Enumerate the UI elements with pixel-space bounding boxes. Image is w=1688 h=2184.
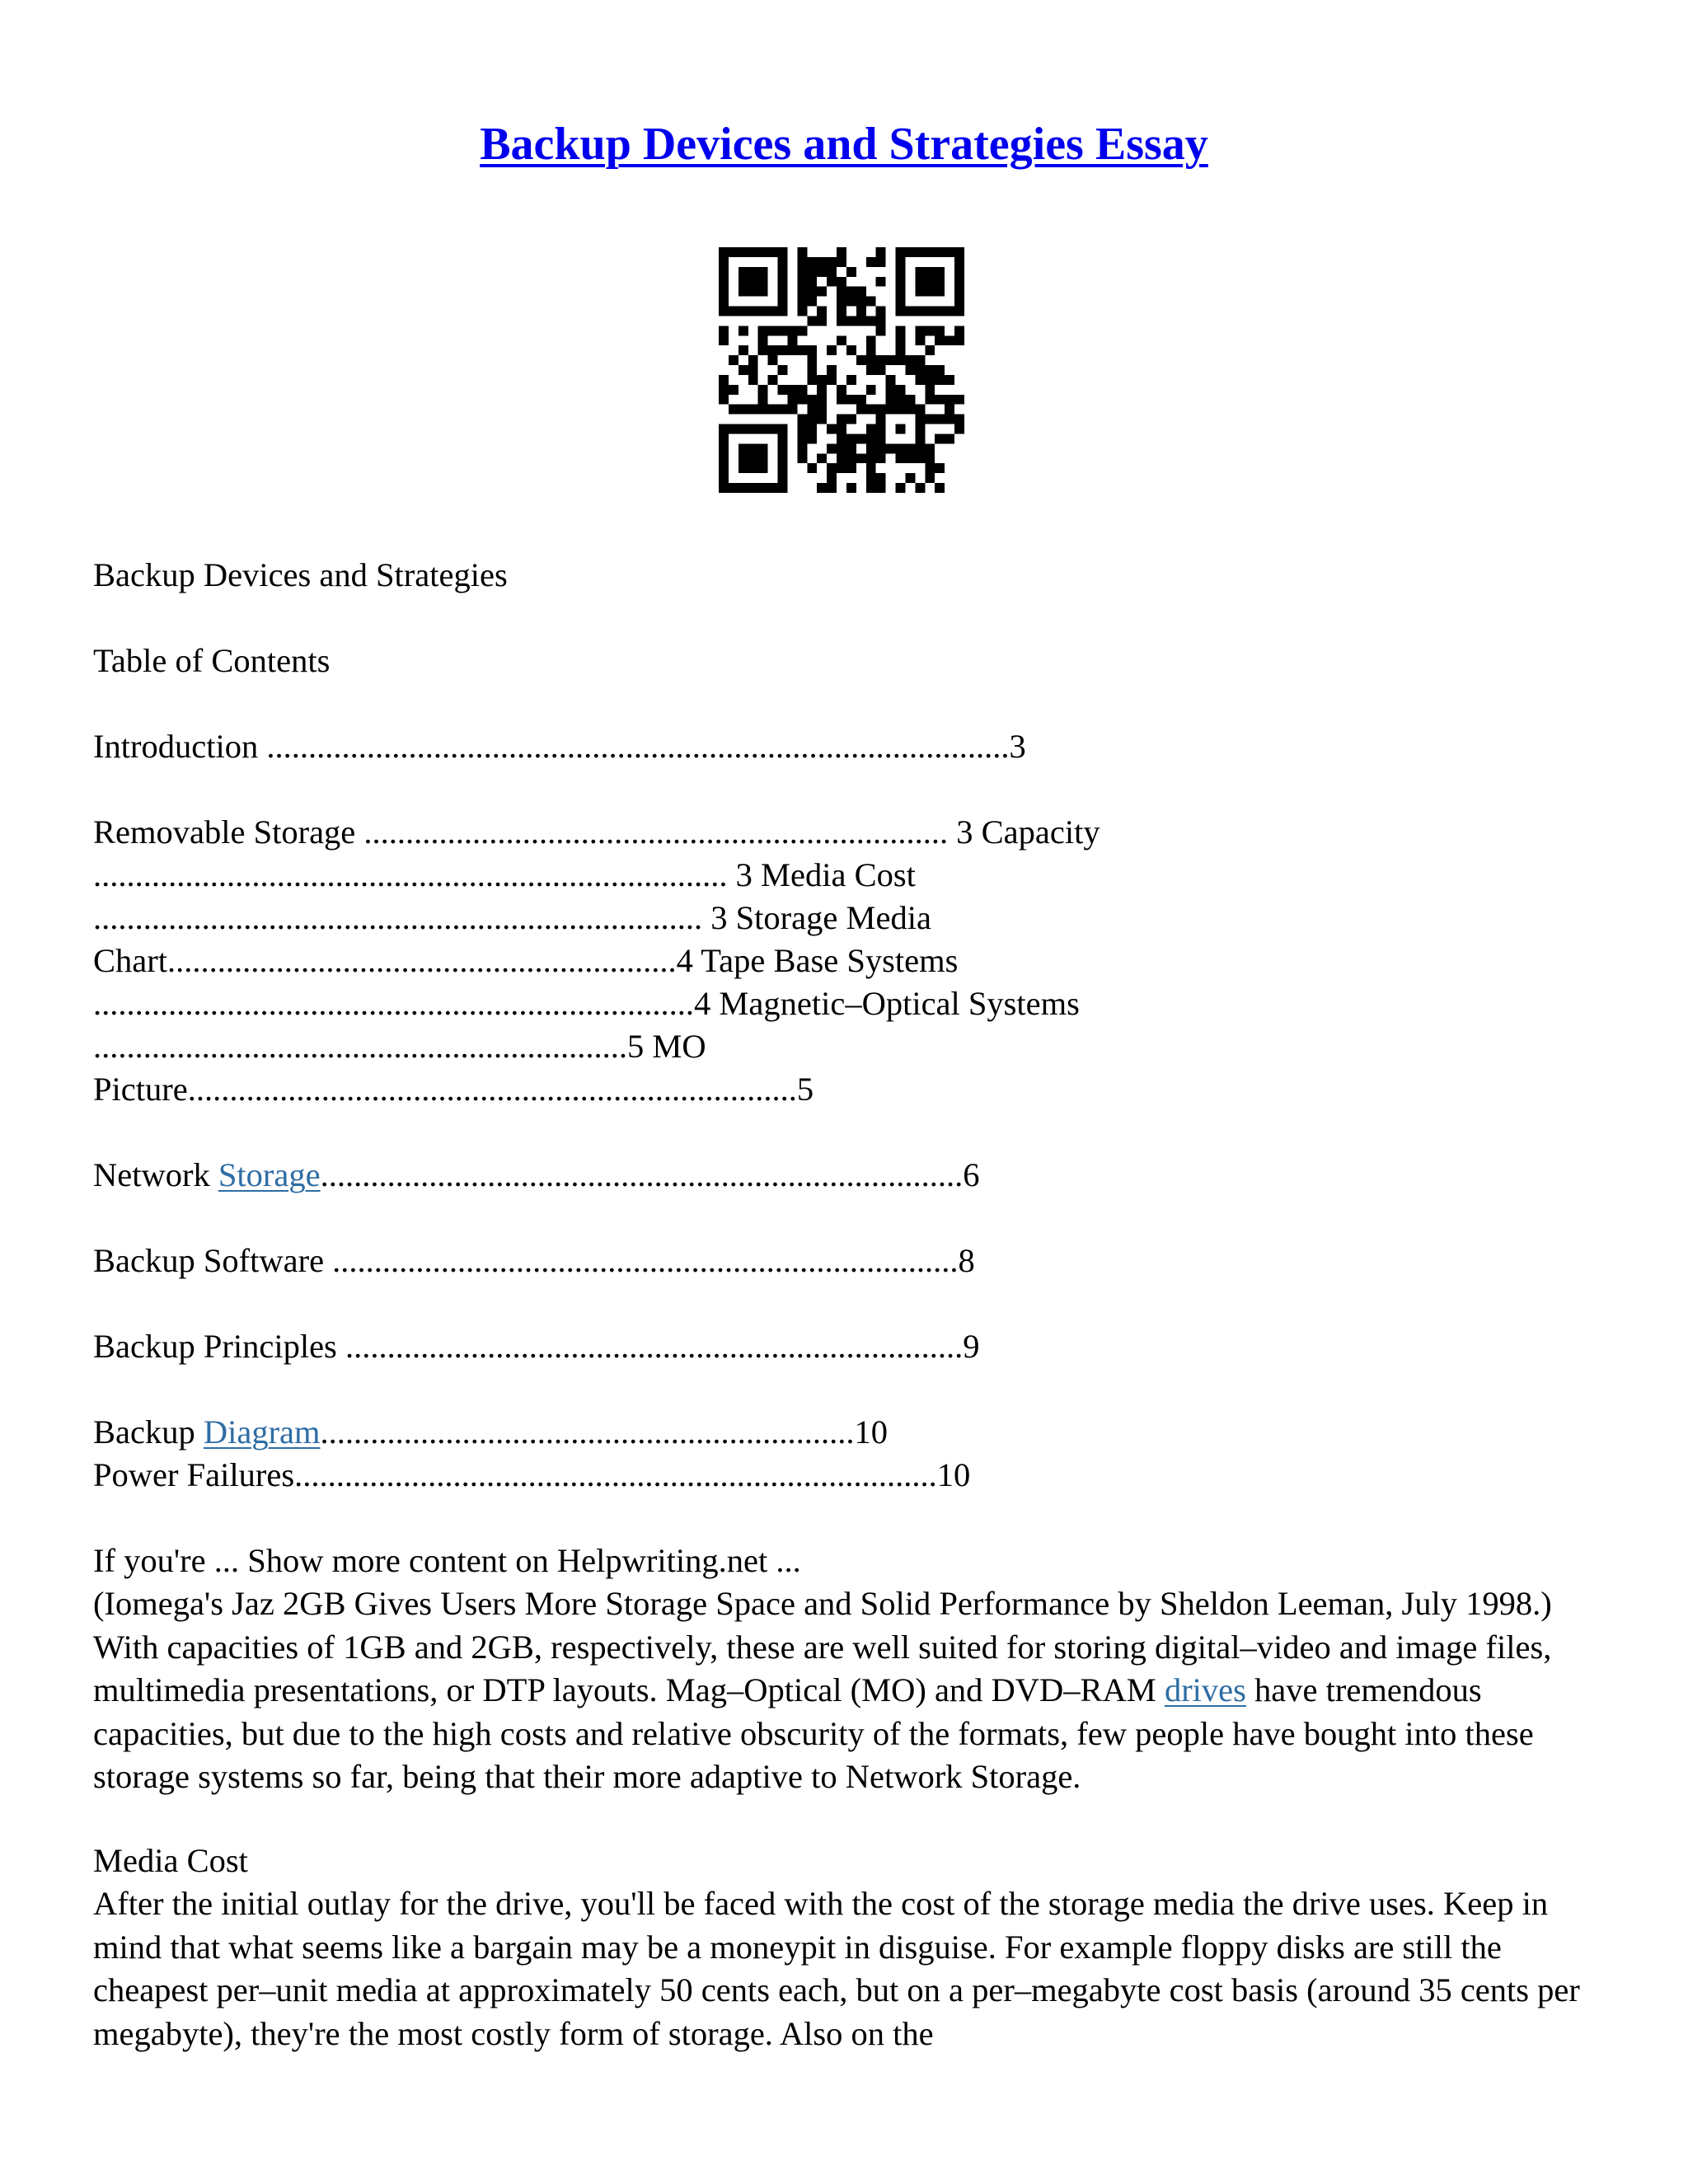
toc-item-introduction: Introduction .........................................................................................3 bbox=[93, 728, 1026, 765]
toc-line-storage-media-chart: Chart.............................................................4 Tape Base Systems bbox=[93, 942, 959, 979]
document-title bbox=[0, 115, 1688, 173]
diagram-link[interactable]: Diagram bbox=[203, 1413, 321, 1451]
document-title-link[interactable]: Backup Devices and Strategies Essay bbox=[480, 119, 1208, 170]
body-paragraph-1 bbox=[93, 1582, 1601, 1799]
essay-heading: Backup Devices and Strategies bbox=[93, 556, 508, 593]
drives-link[interactable]: drives bbox=[1164, 1671, 1246, 1708]
toc-item-network-storage bbox=[93, 1154, 1601, 1197]
toc-item-backup-diagram bbox=[93, 1411, 1601, 1455]
toc-line-removable-storage: Removable Storage ...................................................................... 3 Capacity bbox=[93, 813, 1100, 851]
toc-heading: Table of Contents bbox=[93, 642, 331, 679]
toc-item-backup-principles: Backup Principles ..........................................................................9 bbox=[93, 1328, 980, 1365]
toc-item-backup-software: Backup Software ...........................................................................8 bbox=[93, 1242, 975, 1279]
media-cost-heading: Media Cost bbox=[93, 1842, 248, 1879]
toc-diagram-suffix: ................................................................10 bbox=[320, 1413, 889, 1451]
show-more-content: If you're ... Show more content on Helpwriting.net ... bbox=[93, 1542, 801, 1579]
toc-diagram-prefix: Backup bbox=[93, 1413, 204, 1451]
qr-code-icon bbox=[719, 247, 964, 493]
toc-item-power-failures: Power Failures.............................................................................10 bbox=[93, 1456, 971, 1493]
toc-line-tape-base-systems: ........................................................................4 Magnetic–Optical Systems bbox=[93, 985, 1080, 1022]
toc-line-media-cost: ......................................................................... 3 Storage Media bbox=[93, 899, 931, 936]
toc-line-capacity: ............................................................................ 3 Media Cost bbox=[93, 856, 916, 893]
toc-line-magnetic-optical: ................................................................5 MO bbox=[93, 1028, 706, 1065]
toc-line-mo-picture: Picture.........................................................................5 bbox=[93, 1071, 814, 1108]
body-paragraph-2: After the initial outlay for the drive, you'll be faced with the cost of the storage media the drive uses. Keep in mind that what seems like a bargain may be a moneypit in disguise. For example floppy disks are still the cheapest per–unit media at approximately 50 cents each, but on a per–megabyte cost basis (around 35 cents per megabyte), they're the most costly form of storage. Also on the bbox=[93, 1885, 1580, 2052]
paragraph-1-text-end: have tremendous capacities, but due to the high costs and relative obscurity of the formats, few people have bought into these storage systems so far, being that their more adaptive to Network Storage. bbox=[93, 1671, 1534, 1795]
storage-link[interactable]: Storage bbox=[218, 1156, 321, 1193]
toc-network-suffix: .............................................................................6 bbox=[320, 1156, 980, 1193]
paragraph-1-text-start: (Iomega's Jaz 2GB Gives Users More Storage Space and Solid Performance by Sheldon Leeman, July 1998.) With capacities of 1GB and 2GB, respectively, these are well suited for storing digital–video and image files, multimedia presentations, or DTP layouts. Mag–Optical (MO) and DVD–RAM bbox=[93, 1585, 1552, 1708]
toc-network-prefix: Network bbox=[93, 1156, 218, 1193]
